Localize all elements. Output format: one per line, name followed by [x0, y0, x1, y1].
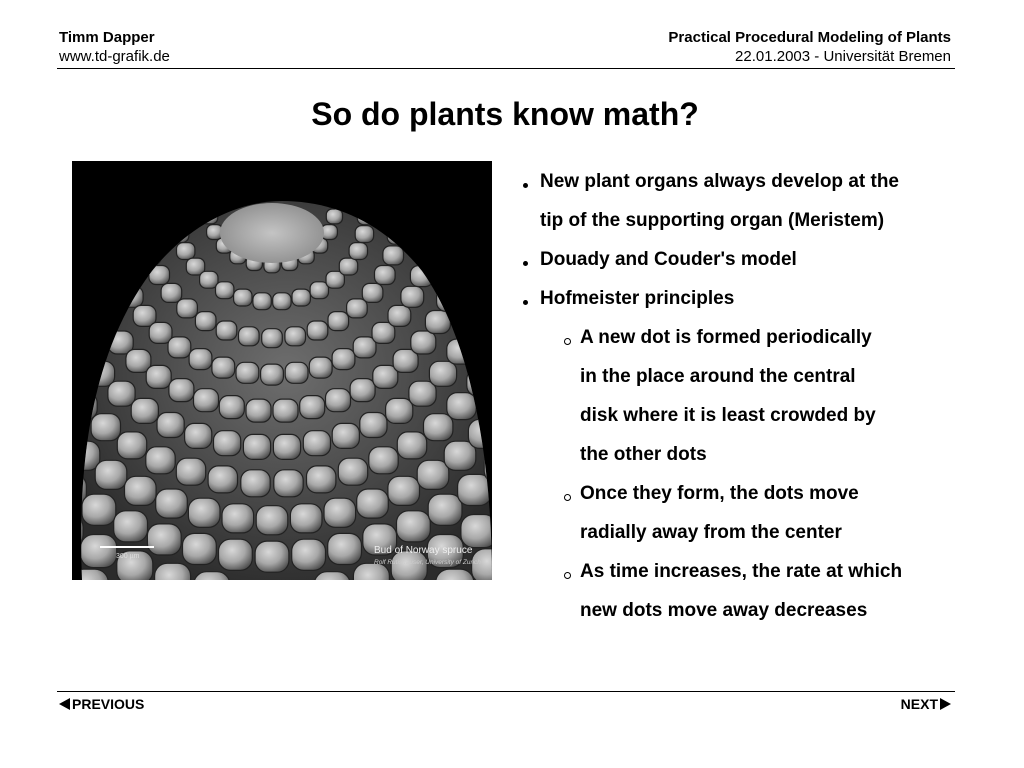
bud-scale-cell	[310, 282, 328, 299]
footer-divider	[57, 691, 955, 692]
bud-scale-cell	[222, 504, 254, 533]
photo-caption: Bud of Norway spruce	[374, 545, 473, 556]
bud-scale-cell	[241, 470, 270, 497]
bud-scale-cell	[91, 414, 120, 441]
header-right	[668, 28, 951, 66]
bud-scale-cell	[146, 365, 171, 388]
bud-scale-cell	[273, 399, 298, 422]
bud-scale-cell	[349, 243, 367, 260]
bud-scale-cell	[273, 434, 300, 459]
bud-scale-cell	[200, 271, 218, 288]
bud-scale-cell	[285, 362, 308, 383]
bud-scale-cell	[149, 322, 172, 343]
bud-scale-cell	[397, 432, 426, 459]
next-arrow-icon	[940, 698, 951, 710]
bud-scale-cell	[208, 466, 237, 493]
bud-scale-cell	[212, 357, 235, 378]
bud-scale-cell	[339, 258, 357, 275]
bullet-text-line: new dots move away decreases	[580, 600, 868, 621]
bud-scale-cell	[307, 466, 336, 493]
bullet-circle-icon	[564, 494, 571, 501]
bud-scale-cell	[81, 535, 117, 568]
bud-scale-cell	[326, 209, 342, 224]
bud-scale-cell	[246, 399, 271, 422]
bud-scale-cell	[273, 293, 291, 310]
bud-scale-cell	[219, 396, 244, 419]
bud-scale-cell	[332, 423, 359, 448]
bud-scale-cell	[353, 337, 376, 358]
bud-scale-cell	[214, 431, 241, 456]
bud-scale-cell	[383, 246, 404, 265]
bud-scale-cell	[255, 541, 289, 572]
bud-scale-cell	[177, 299, 198, 318]
bud-scale-cell	[347, 299, 368, 318]
bud-scale-cell	[183, 533, 217, 564]
bud-scale-cell	[461, 515, 492, 548]
bud-scale-cell	[338, 458, 367, 485]
bud-scale-cell	[424, 414, 453, 441]
bullet-dot-icon	[523, 183, 528, 188]
photo-credit: Rolf Rutishauser, University of Zurich	[374, 559, 481, 566]
bud-scale-cell	[332, 349, 355, 370]
bud-scale-cell	[326, 389, 351, 412]
bud-scale-cell	[169, 379, 194, 402]
bud-scale-cell	[185, 423, 212, 448]
bud-scale-cell	[195, 312, 216, 331]
bud-scale-cell	[362, 283, 383, 302]
bud-scale-cell	[350, 379, 375, 402]
next-button[interactable]	[901, 696, 951, 712]
bud-scale-cell	[261, 364, 284, 385]
bud-scale-cell	[386, 398, 413, 423]
bud-scale-cell	[292, 289, 310, 306]
bud-scale-cell	[156, 489, 188, 518]
bullet-text-line: Douady and Couder's model	[540, 249, 797, 270]
header-divider	[57, 68, 955, 69]
bud-scale-cell	[360, 413, 387, 438]
next-label: NEXT	[900, 696, 938, 712]
scale-bar-label: 300 µm	[116, 553, 140, 560]
header-left	[59, 28, 170, 66]
bud-scale-cell	[355, 226, 373, 243]
bud-scale-cell	[189, 349, 212, 370]
bud-scale-cell	[236, 362, 259, 383]
slide-title: So do plants know math?	[311, 96, 699, 132]
bud-scale-cell	[117, 432, 146, 459]
bud-scale-cell	[309, 357, 332, 378]
bud-scale-cell	[328, 533, 362, 564]
bud-scale-cell	[458, 474, 492, 505]
bud-scale-cell	[397, 511, 431, 542]
bullet-text-line: tip of the supporting organ (Meristem)	[540, 210, 885, 231]
bullet-text-line: disk where it is least crowded by	[580, 405, 876, 426]
bullet-dot-icon	[523, 300, 528, 305]
talk-date-venue: 22.01.2003 - Universität Bremen	[735, 48, 951, 65]
bud-scale-cell	[131, 398, 158, 423]
bud-scale-cell	[188, 498, 220, 527]
bud-scale-cell	[95, 460, 127, 489]
bud-scale-cell	[157, 413, 184, 438]
author-website: www.td-grafik.de	[59, 48, 170, 65]
bud-scale-cell	[290, 504, 322, 533]
bud-scale-cell	[216, 282, 234, 299]
bud-scale-cell	[253, 293, 271, 310]
bud-scale-cell	[177, 243, 195, 260]
bud-scale-cell	[388, 476, 420, 505]
bud-scale-cell	[369, 447, 398, 474]
bud-scale-cell	[292, 539, 326, 570]
bud-scale-cell	[429, 361, 456, 386]
bud-scale-cell	[300, 396, 325, 419]
bud-scale-cell	[234, 289, 252, 306]
bullet-text-line: radially away from the center	[580, 522, 842, 543]
bud-scale-cell	[216, 321, 237, 340]
bud-scale-cell	[303, 431, 330, 456]
bud-scale-cell	[243, 434, 270, 459]
bud-scale-cell	[411, 331, 436, 354]
bud-scale-cell	[176, 458, 205, 485]
bud-scale-cell	[146, 447, 175, 474]
bud-scale-cell	[82, 494, 116, 525]
bud-scale-cell	[401, 286, 424, 307]
talk-title: Practical Procedural Modeling of Plants	[668, 29, 951, 46]
bud-scale-cell	[375, 266, 396, 285]
bullet-text-line: the other dots	[580, 444, 707, 465]
bud-scale-cell	[447, 393, 476, 420]
bud-scale-cell	[114, 511, 148, 542]
bud-scale-cell	[388, 305, 411, 326]
bud-scale-cell	[328, 312, 349, 331]
bud-scale-cell	[147, 524, 181, 555]
bullet-text-line: A new dot is formed periodically	[580, 327, 872, 348]
spruce-bud-photo	[72, 161, 492, 580]
bud-scale-cell	[194, 389, 219, 412]
bud-scale-cell	[126, 349, 151, 372]
previous-arrow-icon	[59, 698, 70, 710]
bud-scale-cell	[373, 365, 398, 388]
bullet-text-line: Hofmeister principles	[540, 288, 735, 309]
bullet-text-line: Once they form, the dots move	[580, 483, 859, 504]
bud-scale-cell	[108, 381, 135, 406]
bud-scale-cell	[168, 337, 191, 358]
bud-scale-cell	[409, 381, 436, 406]
bud-scale-cell	[125, 476, 157, 505]
bud-scale-cell	[256, 506, 288, 535]
bud-scale-cell	[417, 460, 449, 489]
bud-scale-cell	[155, 563, 191, 580]
bullet-dot-icon	[523, 261, 528, 266]
bullet-text-line: in the place around the central	[580, 366, 856, 387]
bud-scale-cell	[161, 283, 182, 302]
bud-scale-cell	[307, 321, 328, 340]
bullet-text-line: New plant organs always develop at the	[540, 171, 899, 192]
bud-scale-cell	[428, 494, 462, 525]
bud-scale-cell	[285, 327, 306, 346]
bud-scale-cell	[219, 539, 253, 570]
bud-scale-cell	[357, 489, 389, 518]
bud-scale-cell	[239, 327, 260, 346]
bud-scale-cell	[262, 329, 283, 348]
bullet-text-line: As time increases, the rate at which	[580, 561, 903, 582]
bud-scale-cell	[444, 441, 476, 470]
previous-label: PREVIOUS	[72, 696, 145, 712]
author-name: Timm Dapper	[59, 29, 155, 46]
bullet-circle-icon	[564, 572, 571, 579]
meristem-tip	[220, 203, 324, 263]
bud-scale-cell	[324, 498, 356, 527]
previous-button[interactable]	[59, 696, 144, 712]
bullet-circle-icon	[564, 338, 571, 345]
spruce-bud-image	[72, 161, 492, 580]
bud-scale-cell	[274, 470, 303, 497]
